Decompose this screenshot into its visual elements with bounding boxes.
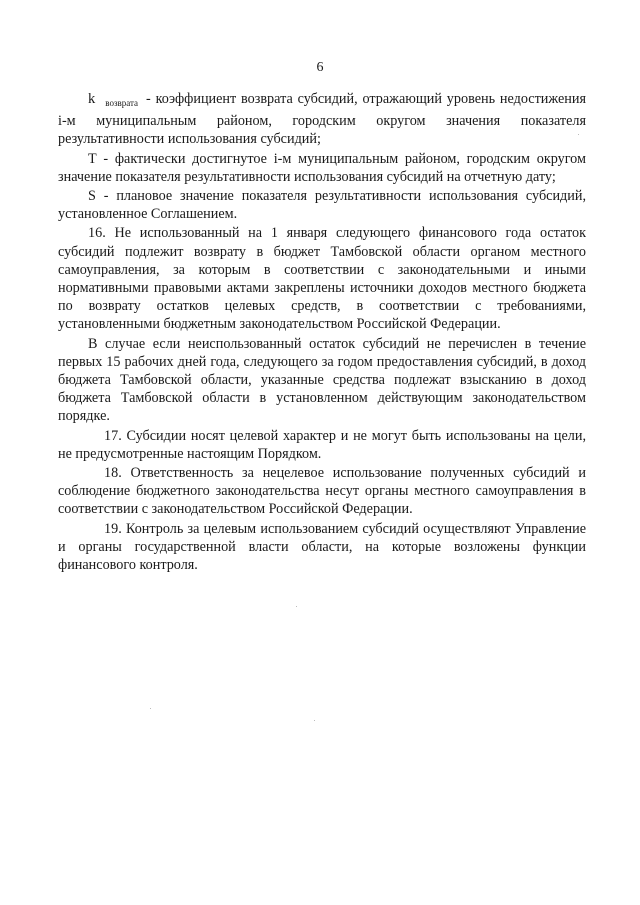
paragraph-16-continuation: В случае если неиспользованный остаток субсидий не перечислен в течение первых 15 рабочих дней года, следующего за годом предоставления субсидий, в доход бюджета Тамбовской области, указанные средства подлежат взысканию в доход бюджета Тамбовской области в установленном действующим законодательством порядке. <box>58 335 586 425</box>
page-number: 6 <box>316 60 324 75</box>
formula-variable-k: k <box>88 91 96 107</box>
paragraph-k-definition <box>58 90 586 149</box>
formula-subscript: возврата <box>105 98 139 108</box>
document-body <box>58 90 586 574</box>
scan-speck <box>296 606 297 607</box>
scan-speck <box>314 720 315 721</box>
paragraph-s-definition: S - плановое значение показателя результативности использования субсидий, установленное Соглашением. <box>58 188 586 223</box>
k-definition-text: - коэффициент возврата субсидий, отражающий уровень недостижения i-м муниципальным районом, городским округом значения показателя результативности использования субсидий; <box>58 91 586 148</box>
paragraph-19: 19. Контроль за целевым использованием субсидий осуществляют Управление и органы государственной власти области, на которые возложены функции финансового контроля. <box>58 520 586 574</box>
paragraph-t-definition: Т - фактически достигнутое i-м муниципальным районом, городским округом значение показателя результативности использования субсидий на отчетную дату; <box>58 150 586 185</box>
paragraph-16: 16. Не использованный на 1 января следующего финансового года остаток субсидий подлежит возврату в бюджет Тамбовской области органом местного самоуправления, за которым в соответствии с законодательными и иными нормативными правовыми актами закреплены источники доходов местного бюджета по возврату остатков целевых средств, в соответствии с требованиями, установленными бюджетным законодательством Российской Федерации. <box>58 225 586 333</box>
paragraph-18: 18. Ответственность за нецелевое использование полученных субсидий и соблюдение бюджетного законодательства несут органы местного самоуправления в соответствии с законодательством Российской Федерации. <box>58 465 586 518</box>
scan-speck <box>578 134 579 135</box>
paragraph-17: 17. Субсидии носят целевой характер и не могут быть использованы на цели, не предусмотренные настоящим Порядком. <box>58 427 586 462</box>
scan-speck <box>150 708 151 709</box>
